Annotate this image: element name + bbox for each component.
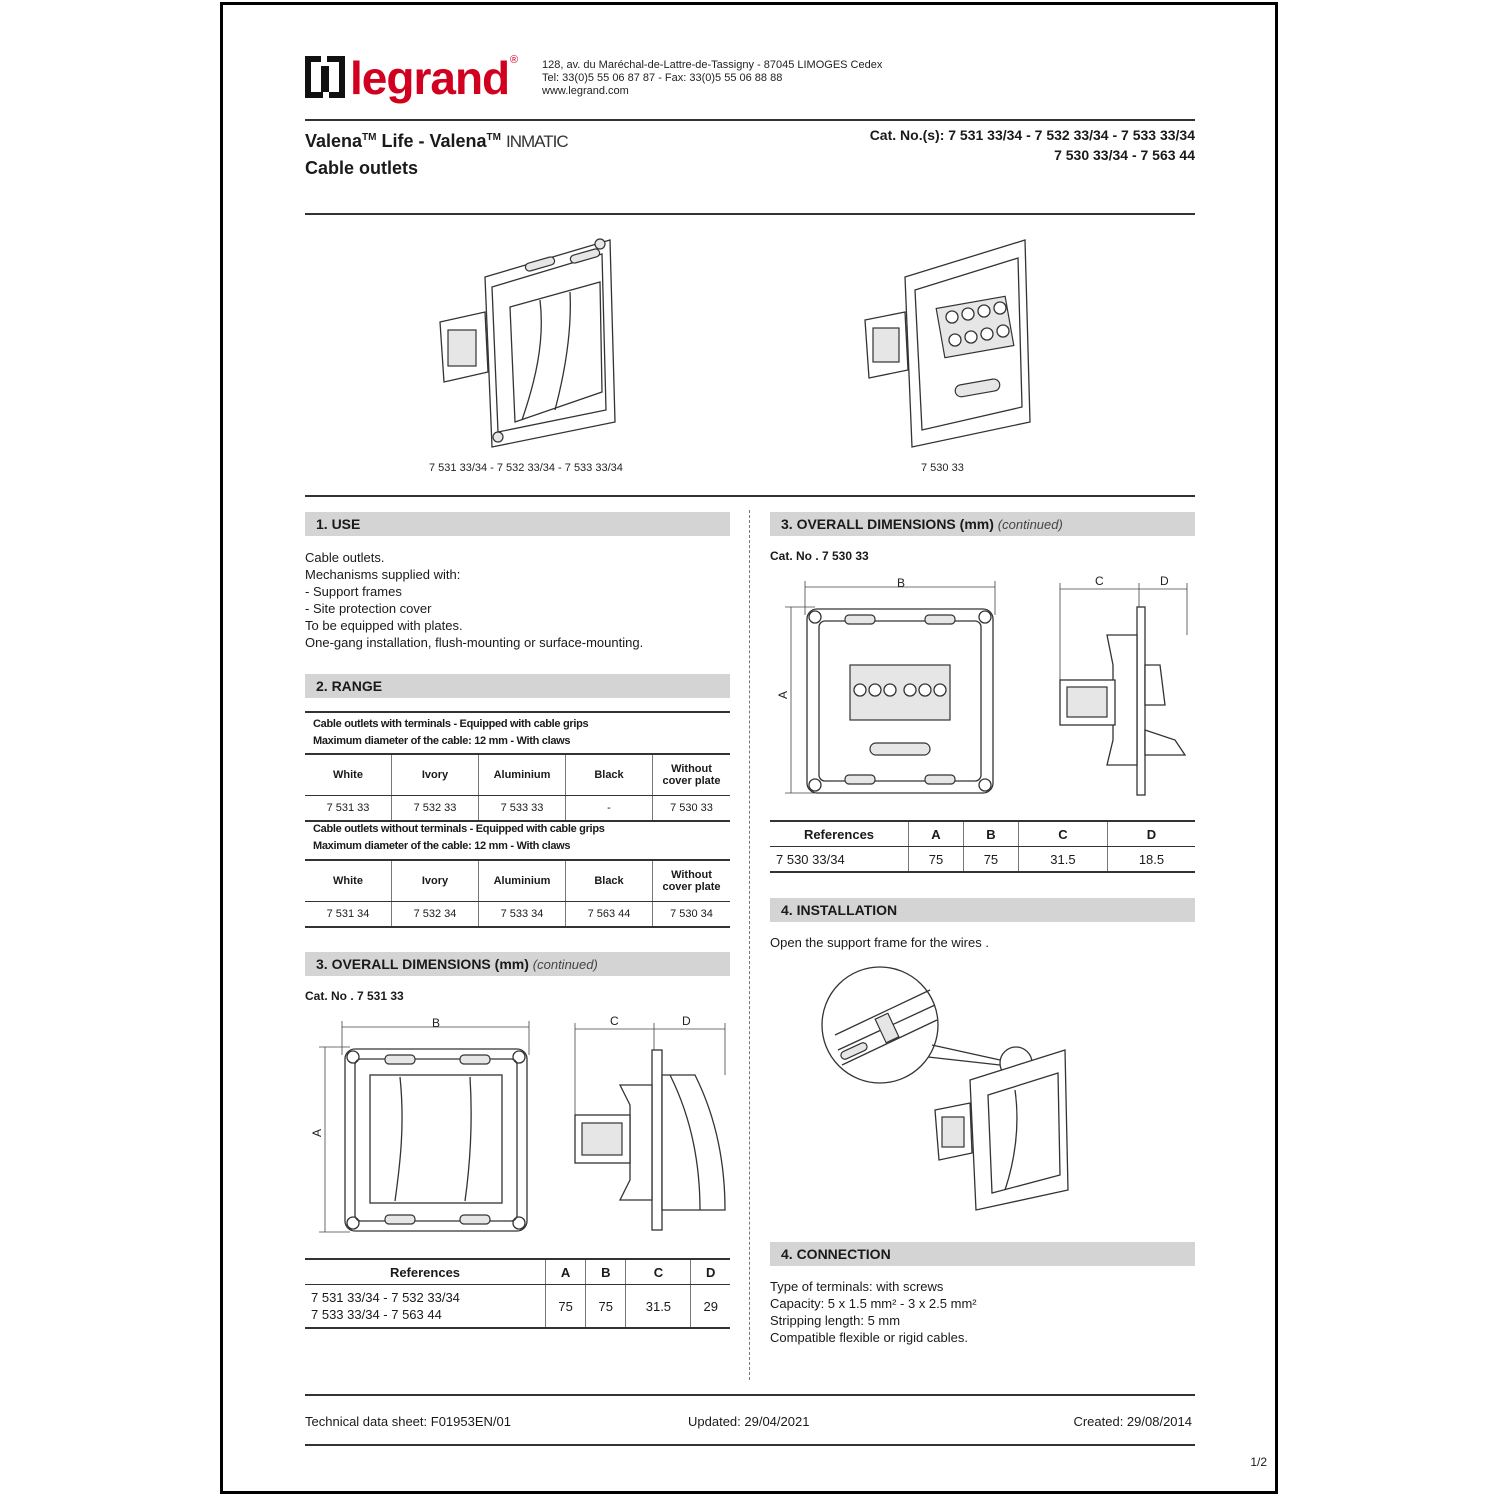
installation-illustration [820,965,1080,1215]
dims-catno-right: Cat. No . 7 530 33 [770,549,869,563]
cable-outlet-with-cover-illustration [430,232,630,452]
divider [305,213,1195,215]
dimensions-table-right: References A B C D 7 530 33/34 75 75 31.5 18.5 [770,820,1195,873]
datasheet-reference: Technical data sheet: F01953EN/01 [305,1414,511,1429]
catalogue-numbers: Cat. No.(s): 7 531 33/34 - 7 532 33/34 - 7 533 33/34 7 530 33/34 - 7 563 44 [869,127,1195,163]
dimension-label-d: D [682,1014,691,1028]
dimensions-table-left: References A B C D 7 531 33/34 - 7 532 33/34 7 533 33/34 - 7 563 44 75 75 31.5 29 [305,1258,730,1329]
range-table-with-terminals: White Ivory Aluminium Black Without cover plate 7 531 33 7 532 33 7 533 33 - 7 530 33 [305,753,730,822]
dimension-label-c: C [1095,574,1104,588]
address-line: 128, av. du Maréchal-de-Lattre-de-Tassigny - 87045 LIMOGES Cedex [542,59,883,71]
section-heading-connection: 4. CONNECTION [770,1242,1195,1266]
created-date: Created: 29/08/2014 [1073,1414,1192,1429]
company-address [542,59,882,98]
dimension-label-c: C [610,1014,619,1028]
divider [305,711,730,713]
side-view-terminals-dimension-drawing [1055,575,1195,800]
connection-text: Type of terminals: with screws Capacity: 5 x 1.5 mm² - 3 x 2.5 mm² Stripping length: 5 mm Compatible flexible or rigid cables. [770,1279,977,1345]
dimension-label-b: B [432,1016,441,1030]
document-title: Valena™ Life - Valena™ INMATIC Cable outlets [305,125,568,181]
image-caption-right: 7 530 33 [921,462,964,474]
divider [305,119,1195,121]
registered-mark: ® [510,54,519,66]
range-table-without-terminals: White Ivory Aluminium Black Without cover plate 7 531 34 7 532 34 7 533 34 7 563 44 7 530 34 [305,859,730,928]
document-subtitle: Cable outlets [305,158,419,178]
range-group1-description: Cable outlets with terminals - Equipped with cable grips Maximum diameter of the cable: 12 mm - With claws [313,718,589,747]
dimension-label-a: A [310,1128,324,1137]
section-heading-installation: 4. INSTALLATION [770,898,1195,922]
range-group2-description: Cable outlets without terminals - Equipped with cable grips Maximum diameter of the cable: 12 mm - With claws [313,823,605,852]
dimension-label-a: A [776,690,790,699]
inmatic-logo: INMATIC [506,132,568,151]
image-caption-left: 7 531 33/34 - 7 532 33/34 - 7 533 33/34 [429,462,623,474]
front-view-terminals-dimension-drawing [775,575,1005,800]
phone-line: Tel: 33(0)5 55 06 87 87 - Fax: 33(0)5 55 06 88 88 [542,72,783,84]
dimension-label-d: D [1160,574,1169,588]
front-view-dimension-drawing [305,1015,545,1245]
divider [305,1444,1195,1446]
use-description: Cable outlets. Mechanisms supplied with: - Support frames - Site protection cover To be equipped with plates. One-gang installation, flush-mounting or surface-mounting. [305,550,644,650]
website-line: www.legrand.com [542,85,629,97]
page-number: 1/2 [1250,1455,1267,1469]
column-divider [749,510,750,1380]
cable-outlet-with-terminals-illustration [860,232,1040,452]
section-heading-dimensions: 3. OVERALL DIMENSIONS (mm) (continued) [305,952,730,976]
brand-name: legrand [350,52,510,104]
section-heading-range: 2. RANGE [305,674,730,698]
divider [305,495,1195,497]
dims-catno: Cat. No . 7 531 33 [305,989,404,1003]
divider [305,1394,1195,1396]
dimension-label-b: B [897,576,906,590]
section-heading-dimensions-continued: 3. OVERALL DIMENSIONS (mm) (continued) [770,512,1195,536]
installation-text: Open the support frame for the wires . [770,935,989,950]
updated-date: Updated: 29/04/2021 [688,1414,810,1429]
section-heading-use: 1. USE [305,512,730,536]
side-view-dimension-drawing [570,1015,735,1235]
legrand-logo-icon [305,56,345,98]
